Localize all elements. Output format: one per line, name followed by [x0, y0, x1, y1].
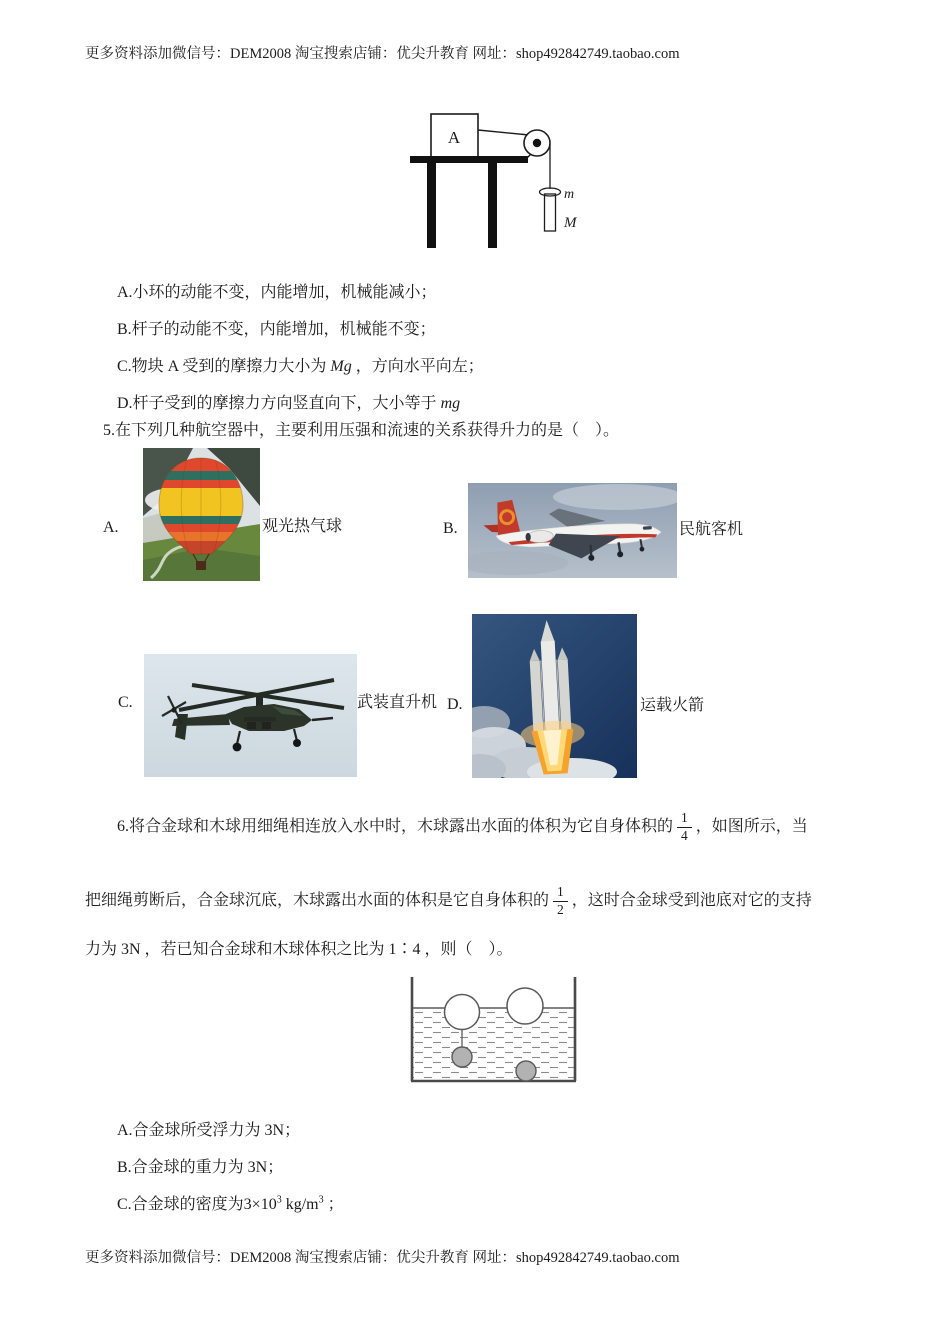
q5-label-d: D. — [447, 696, 463, 713]
q5-caption-c: 武装直升机 — [357, 694, 438, 711]
q6-option-c-exp2: 3 — [318, 1194, 324, 1206]
q6-line1-pre: 6.将合金球和木球用细绳相连放入水中时，木球露出水面的体积为它自身体积的 — [117, 818, 674, 835]
balloon-basket — [196, 561, 206, 570]
q5-stem: 5.在下列几种航空器中，主要利用压强和流速的关系获得升力的是（ ）。 — [103, 422, 620, 439]
block-a-label: A — [447, 128, 461, 147]
q6-line2-pre: 把细绳剪断后，合金球沉底，木球露出水面的体积是它自身体积的 — [85, 892, 550, 909]
q5-caption-a: 观光热气球 — [262, 518, 343, 535]
q4-pulley-diagram — [400, 103, 625, 253]
q5-label-b: B. — [443, 520, 458, 537]
q4-option-c-text: C.物块 A 受到的摩擦力大小为 — [117, 358, 331, 375]
fraction-one-quarter: $\frac{1}{4}$ — [677, 811, 692, 842]
q6-line1-post: ，如图所示，当 — [695, 818, 808, 835]
stub-wing — [244, 717, 276, 722]
carrier-rocket-photo — [472, 614, 637, 778]
weapon-pod-1 — [247, 722, 256, 729]
alloy-ball-on-bottom — [516, 1061, 536, 1081]
rod-M-label: M — [564, 215, 577, 231]
q5-label-a: A. — [103, 519, 119, 536]
main-wheel — [233, 743, 242, 752]
q6-option-b: B.合金球的重力为 3N； — [117, 1159, 284, 1176]
q6-water-tank-diagram — [405, 975, 585, 1097]
wood-ball-free — [507, 988, 543, 1024]
q4-option-a-text: A.小环的动能不变，内能增加，机械能减小； — [117, 284, 437, 301]
weapon-pod-2 — [262, 722, 271, 729]
q6-stem-line3: 力为 3N ，若已知合金球和木球体积之比为 1∶4 ，则（ ）。 — [85, 941, 513, 958]
q5-caption-b: 民航客机 — [679, 521, 744, 538]
q4-option-c-var: Mg — [330, 358, 352, 375]
string-horizontal — [478, 130, 529, 135]
q6-stem-line2 — [85, 876, 812, 926]
q4-option-b-text: B.杆子的动能不变，内能增加，机械能不变； — [117, 321, 436, 338]
q4-option-c-post: ，方向水平向左； — [351, 358, 484, 375]
table-leg-left — [427, 163, 436, 248]
fraction-one-half: $\frac{1}{2}$ — [553, 885, 568, 916]
table-leg-right — [488, 163, 497, 248]
alloy-ball-hanging — [452, 1047, 472, 1067]
front-wheel — [293, 739, 301, 747]
page-header-text: 更多资料添加微信号：DEM2008 淘宝搜索店铺：优尖升教育 网址：shop492842749.taobao.com — [85, 46, 680, 62]
q6-option-c-exp1: 3 — [276, 1194, 282, 1206]
q4-option-d — [117, 394, 460, 414]
cockpit-windows — [643, 526, 652, 530]
q6-option-c — [117, 1195, 344, 1215]
table-top — [410, 156, 528, 163]
airliner-photo — [468, 483, 677, 578]
water — [413, 1008, 574, 1080]
page-footer-text: 更多资料添加微信号：DEM2008 淘宝搜索店铺：优尖升教育 网址：shop492842749.taobao.com — [85, 1250, 680, 1266]
q6-line2-post: ，这时合金球受到池底对它的支持 — [571, 892, 812, 909]
q4-option-c — [117, 357, 484, 377]
q4-option-d-var: mg — [440, 395, 461, 412]
hot-air-balloon-photo — [143, 448, 260, 581]
q4-option-d-text: D.杆子受到的摩擦力方向竖直向下，大小等于 — [117, 395, 441, 412]
q6-option-a: A.合金球所受浮力为 3N； — [117, 1122, 301, 1139]
q6-option-c-mid: kg/m — [281, 1196, 319, 1213]
q4-option-b — [117, 320, 436, 340]
q6-option-c-pre: C.合金球的密度为3×10 — [117, 1196, 277, 1213]
wood-ball-tied — [445, 995, 480, 1030]
ring-m-label: m — [564, 187, 575, 202]
q5-caption-d: 运载火箭 — [640, 697, 705, 714]
q6-option-c-post: ； — [323, 1196, 344, 1213]
q6-stem-line1 — [117, 802, 808, 852]
attack-helicopter-photo — [144, 654, 357, 777]
q5-label-c: C. — [118, 694, 133, 711]
pulley-axle — [533, 139, 541, 147]
rod-M — [545, 194, 556, 231]
q4-option-a — [117, 283, 437, 303]
